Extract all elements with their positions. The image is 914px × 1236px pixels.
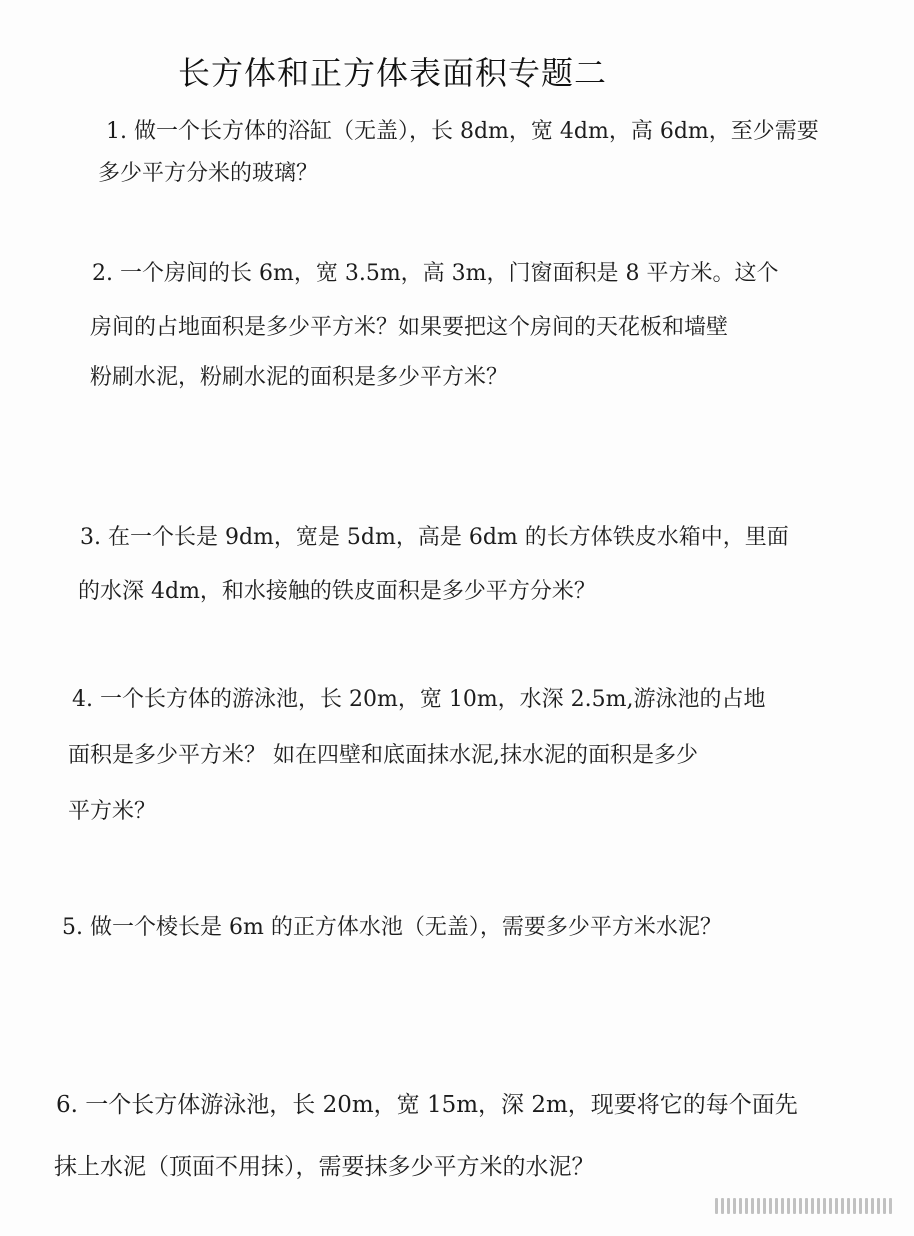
page-title: 长方体和正方体表面积专题二	[178, 54, 608, 92]
question-6-line-1: 6. 一个长方体游泳池，长 20m，宽 15m，深 2m，现要将它的每个面先	[56, 1092, 798, 1118]
question-3-line-1: 3. 在一个长是 9dm，宽是 5dm，高是 6dm 的长方体铁皮水箱中，里面	[80, 525, 789, 550]
question-4-line-2: 面积是多少平方米？ 如在四壁和底面抹水泥,抹水泥的面积是多少	[68, 743, 698, 768]
question-1-line-1: 1. 做一个长方体的浴缸（无盖），长 8dm，宽 4dm，高 6dm，至少需要	[106, 119, 819, 144]
question-2-line-1: 2. 一个房间的长 6m，宽 3.5m，高 3m，门窗面积是 8 平方米。这个	[92, 261, 779, 286]
question-1-line-2: 多少平方分米的玻璃？	[98, 161, 319, 186]
question-5-line-1: 5. 做一个棱长是 6m 的正方体水池（无盖），需要多少平方米水泥？	[62, 915, 722, 940]
watermark-icon	[715, 1198, 892, 1214]
question-4-line-1: 4. 一个长方体的游泳池，长 20m，宽 10m，水深 2.5m,游泳池的占地	[72, 687, 766, 712]
question-4-line-3: 平方米？	[68, 799, 157, 824]
question-6-line-2: 抹上水泥（顶面不用抹），需要抹多少平方米的水泥？	[54, 1154, 595, 1180]
question-2-line-2: 房间的占地面积是多少平方米？如果要把这个房间的天花板和墙壁	[90, 315, 729, 340]
question-3-line-2: 的水深 4dm，和水接触的铁皮面积是多少平方分米？	[78, 579, 596, 604]
question-2-line-3: 粉刷水泥，粉刷水泥的面积是多少平方米？	[90, 365, 509, 390]
